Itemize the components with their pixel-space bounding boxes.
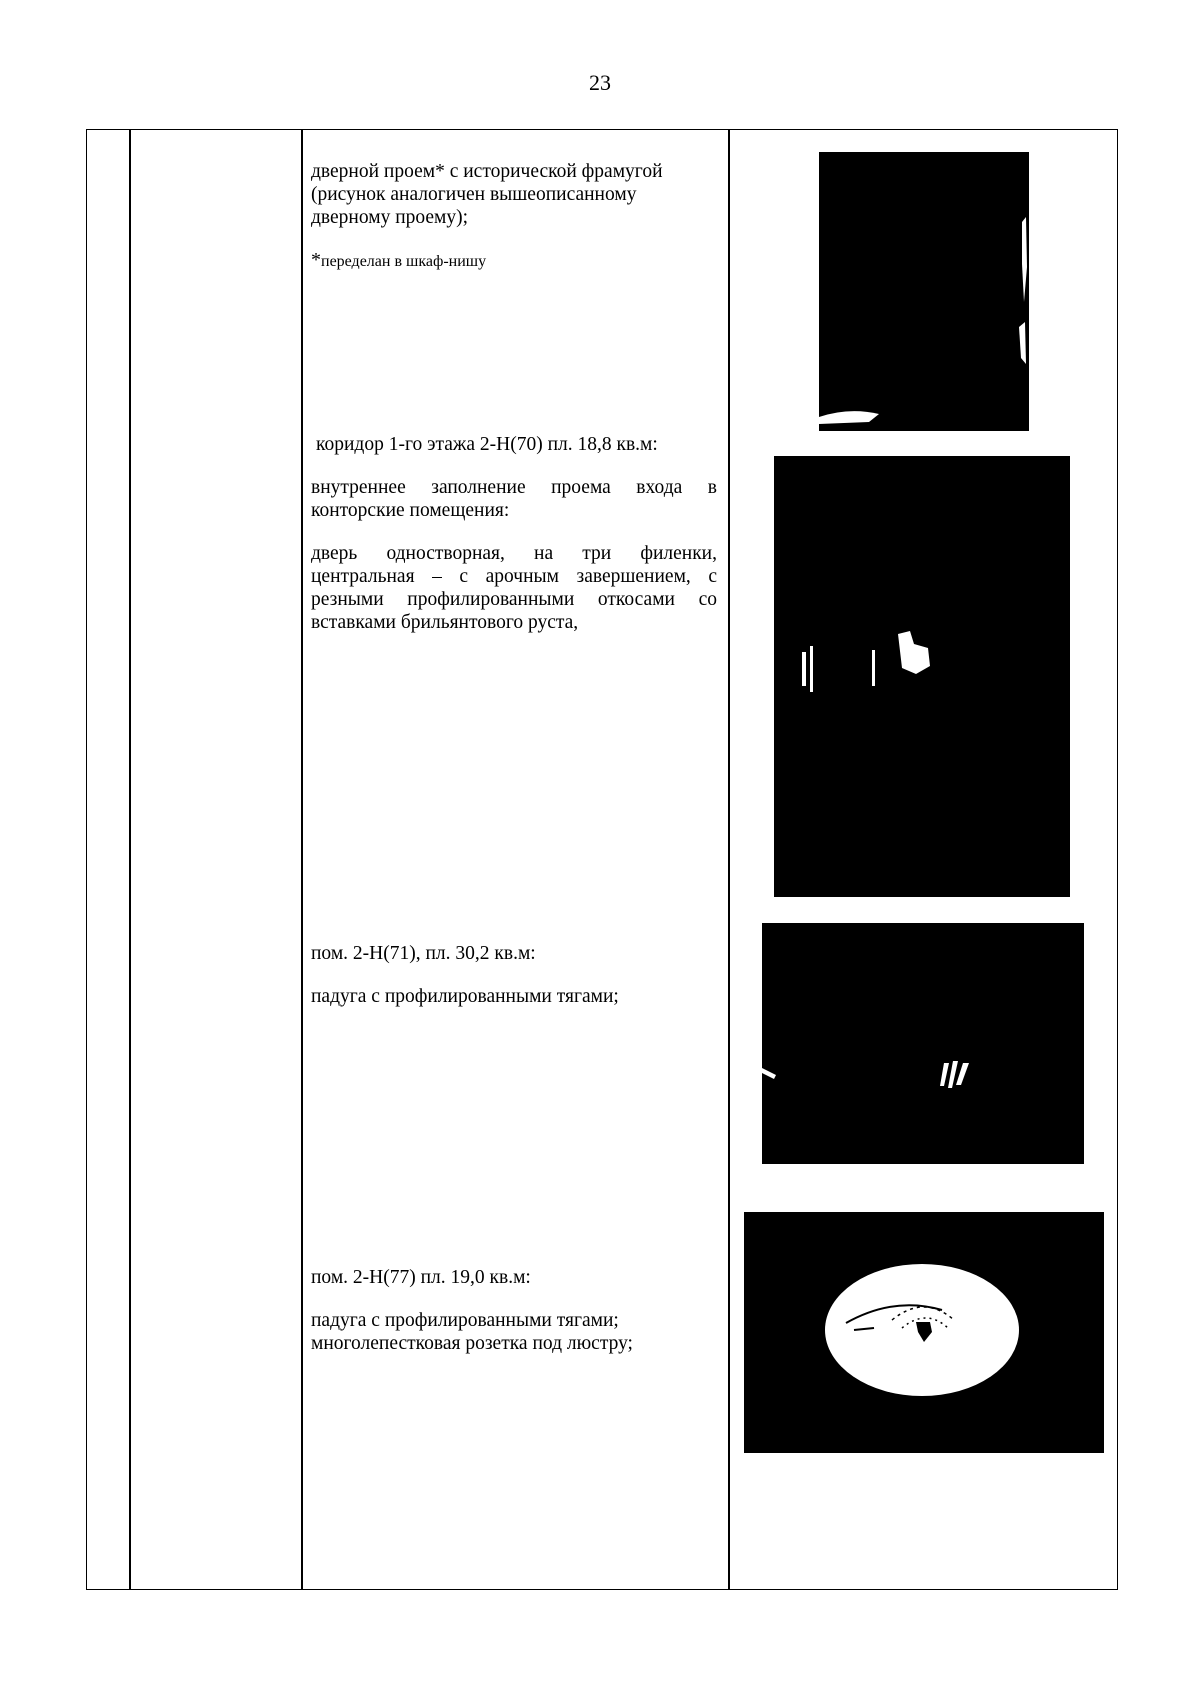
photo-door-transom: [819, 152, 1029, 431]
entry-heading: пом. 2-Н(77) пл. 19,0 кв.м:: [311, 1267, 531, 1288]
entry-paragraph: дверь одностворная, на три филенки, центральная – с арочным завершением, с резными профилированными откосами со вставками брильянтового руста,: [311, 543, 717, 633]
entry-description: дверной проем* с исторической фрамугой (рисунок аналогичен вышеописанному дверному проему);: [311, 161, 663, 228]
entry-paragraph: падуга с профилированными тягами;: [311, 986, 619, 1007]
entry-paragraph: многолепестковая розетка под люстру;: [311, 1333, 633, 1354]
entry-corridor: [311, 433, 717, 634]
footnote-asterisk: *: [311, 249, 321, 271]
photo-ceiling-rosette: [744, 1212, 1104, 1453]
column-divider: [129, 129, 131, 1590]
entry-door-transom: [311, 160, 717, 273]
photo-room-71: [762, 923, 1084, 1164]
footnote-text: переделан в шкаф-нишу: [321, 253, 487, 270]
entry-heading: пом. 2-Н(71), пл. 30,2 кв.м:: [311, 943, 536, 964]
entry-paragraph: внутреннее заполнение проема входа в конторские помещения:: [311, 477, 717, 521]
column-divider: [301, 129, 303, 1590]
page-number: 23: [589, 70, 611, 95]
entry-heading: коридор 1-го этажа 2-Н(70) пл. 18,8 кв.м:: [316, 434, 658, 455]
photo-corridor-door: [774, 456, 1070, 897]
entry-room-77: [311, 1266, 717, 1355]
column-divider: [728, 129, 730, 1590]
entry-paragraph: падуга с профилированными тягами;: [311, 1310, 619, 1331]
footnote: [311, 249, 717, 273]
entry-room-71: [311, 942, 717, 1008]
